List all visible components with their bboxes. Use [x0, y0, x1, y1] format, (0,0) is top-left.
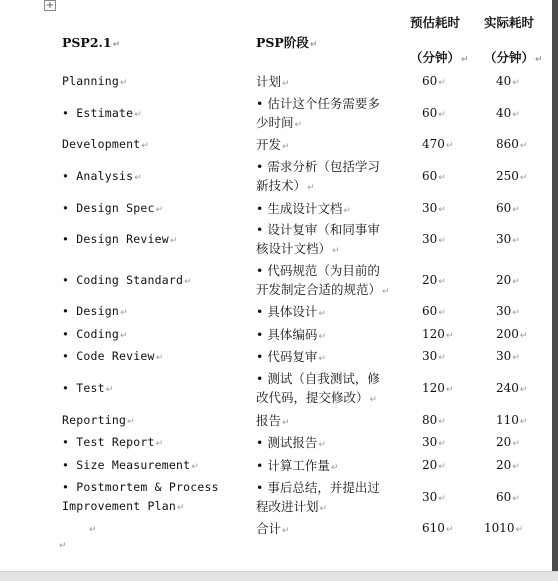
row-analysis-phase-line2: 新技术）↵: [256, 178, 315, 193]
row-design-review-phase-line2: 核设计文档）↵: [256, 241, 340, 256]
row-coding-standard-actual: 20↵: [496, 273, 520, 287]
row-postmortem-estimate: 30↵: [422, 490, 446, 504]
row-design-actual: 30↵: [496, 304, 520, 318]
bottom-border: [0, 571, 558, 581]
row-planning-actual: 40↵: [496, 74, 520, 88]
row-design-phase: • 具体设计↵: [256, 304, 326, 319]
header-estimate-line2: （分钟）↵: [410, 50, 469, 65]
header-psp: PSP2.1↵: [62, 35, 121, 50]
row-code-review-phase: • 代码复审↵: [256, 349, 326, 364]
row-code-review-label: • Code Review↵: [62, 349, 164, 363]
row-coding-standard-phase-line1: • 代码规范（为目前的: [256, 263, 380, 278]
row-total-estimate: 610↵: [422, 521, 454, 535]
right-border: [552, 0, 558, 581]
row-postmortem-phase-line1: • 事后总结，并提出过: [256, 480, 380, 495]
row-coding-phase: • 具体编码↵: [256, 327, 326, 342]
row-coding-estimate: 120↵: [422, 327, 454, 341]
row-development-actual: 860↵: [496, 137, 528, 151]
row-estimate-actual: 40↵: [496, 106, 520, 120]
row-size-measurement-label: • Size Measurement↵: [62, 458, 199, 472]
row-design-review-phase-line1: • 设计复审（和同事审: [256, 222, 380, 237]
table-move-handle-icon[interactable]: +: [45, 0, 55, 11]
row-design-label: • Design↵: [62, 304, 128, 318]
row-development-phase: 开发↵: [256, 137, 290, 152]
row-coding-standard-label: • Coding Standard↵: [62, 273, 192, 287]
row-design-review-estimate: 30↵: [422, 232, 446, 246]
row-coding-label: • Coding↵: [62, 327, 128, 341]
row-reporting-estimate: 80↵: [422, 413, 446, 427]
document-end-paragraph-mark: ↵: [59, 541, 67, 551]
row-test-actual: 240↵: [496, 381, 528, 395]
row-code-review-estimate: 30↵: [422, 349, 446, 363]
row-development-estimate: 470↵: [422, 137, 454, 151]
row-size-measurement-estimate: 20↵: [422, 458, 446, 472]
row-total-label: ↵: [89, 525, 97, 535]
row-design-review-actual: 30↵: [496, 232, 520, 246]
row-estimate-estimate: 60↵: [422, 106, 446, 120]
row-analysis-phase-line1: • 需求分析（包括学习: [256, 159, 380, 174]
row-planning-phase: 计划↵: [256, 74, 290, 89]
row-coding-standard-estimate: 20↵: [422, 273, 446, 287]
row-design-spec-phase: • 生成设计文档↵: [256, 201, 351, 216]
row-total-actual: 1010↵: [484, 521, 524, 535]
row-test-phase-line1: • 测试（自我测试，修: [256, 371, 380, 386]
row-test-report-estimate: 30↵: [422, 435, 446, 449]
row-design-spec-label: • Design Spec↵: [62, 201, 164, 215]
row-total-phase: 合计↵: [256, 521, 290, 536]
row-design-review-label: • Design Review↵: [62, 232, 178, 246]
row-postmortem-label-line1: • Postmortem & Process: [62, 480, 219, 494]
row-code-review-actual: 30↵: [496, 349, 520, 363]
row-size-measurement-phase: • 计算工作量↵: [256, 458, 339, 473]
row-development-label: Development↵: [62, 137, 150, 151]
row-analysis-actual: 250↵: [496, 169, 528, 183]
row-design-spec-actual: 60↵: [496, 201, 520, 215]
row-postmortem-actual: 60↵: [496, 490, 520, 504]
row-estimate-phase-line2: 少时间↵: [256, 115, 303, 130]
row-analysis-estimate: 60↵: [422, 169, 446, 183]
row-test-label: • Test↵: [62, 381, 114, 395]
row-postmortem-label-line2: Improvement Plan↵: [62, 499, 185, 513]
row-size-measurement-actual: 20↵: [496, 458, 520, 472]
row-estimate-phase-line1: • 估计这个任务需要多: [256, 96, 380, 111]
row-analysis-label: • Analysis↵: [62, 169, 142, 183]
row-planning-estimate: 60↵: [422, 74, 446, 88]
row-reporting-label: Reporting↵: [62, 413, 135, 427]
row-design-estimate: 60↵: [422, 304, 446, 318]
row-test-phase-line2: 改代码，提交修改）↵: [256, 390, 378, 405]
row-planning-label: Planning↵: [62, 74, 128, 88]
row-estimate-label: • Estimate↵: [62, 106, 142, 120]
header-actual-line2: （分钟）↵: [484, 50, 543, 65]
row-reporting-actual: 110↵: [496, 413, 528, 427]
row-design-spec-estimate: 30↵: [422, 201, 446, 215]
row-test-estimate: 120↵: [422, 381, 454, 395]
row-coding-standard-phase-line2: 开发制定合适的规范）↵: [256, 282, 390, 297]
row-test-report-actual: 20↵: [496, 435, 520, 449]
header-estimate-line1: 预估耗时: [410, 15, 461, 30]
row-test-report-phase: • 测试报告↵: [256, 435, 326, 450]
header-phase: PSP阶段↵: [256, 35, 318, 50]
row-test-report-label: • Test Report↵: [62, 435, 164, 449]
row-postmortem-phase-line2: 程改进计划↵: [256, 499, 328, 514]
row-reporting-phase: 报告↵: [256, 413, 290, 428]
row-coding-actual: 200↵: [496, 327, 528, 341]
header-actual-line1: 实际耗时: [484, 15, 535, 30]
